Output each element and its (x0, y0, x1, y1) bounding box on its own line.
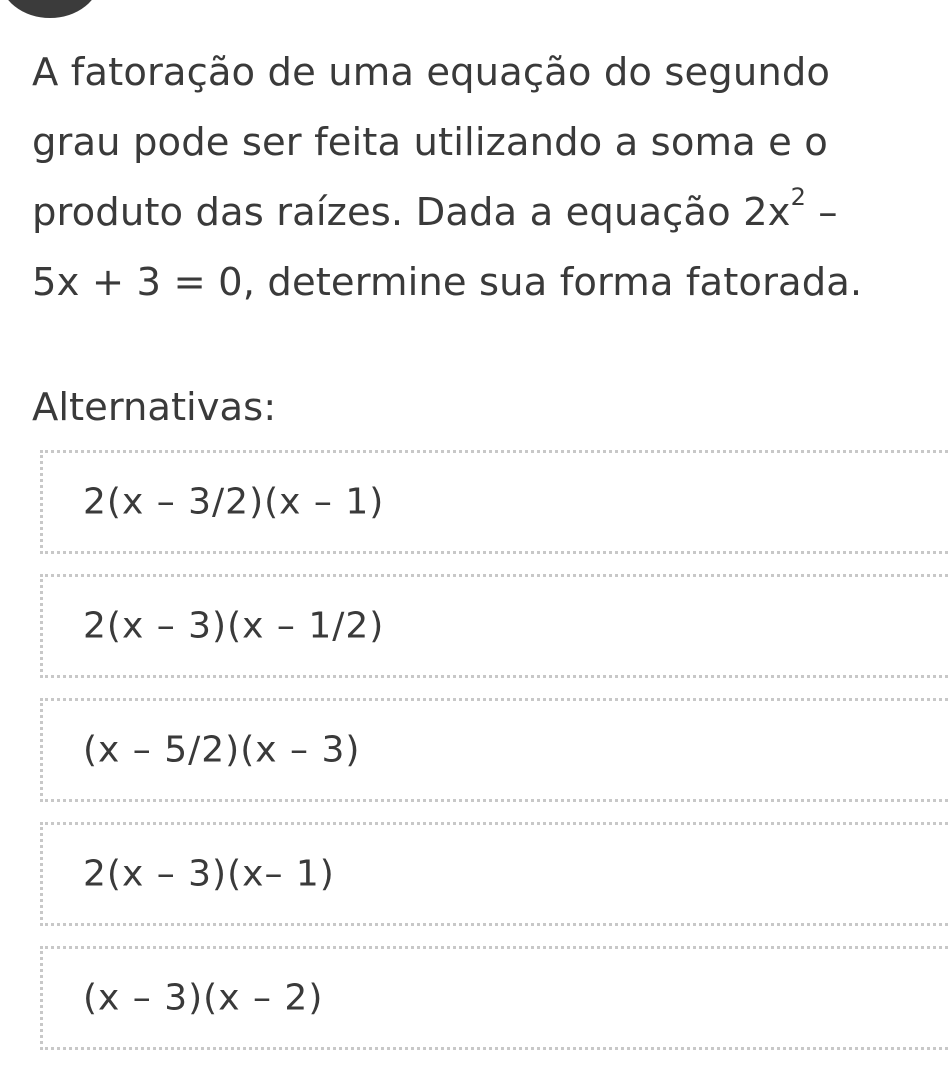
alternative-label: (x – 3)(x – 2) (83, 977, 324, 1019)
alternative-option-5[interactable] (40, 946, 948, 1050)
alternative-label: (x – 5/2)(x – 3) (83, 729, 361, 771)
alternative-option-4[interactable] (40, 822, 948, 926)
alternative-option-3[interactable] (40, 698, 948, 802)
question-line-3 (32, 178, 932, 248)
alternative-label: 2(x – 3)(x– 1) (83, 853, 335, 895)
alternative-label: 2(x – 3/2)(x – 1) (83, 481, 385, 523)
exponent: 2 (790, 183, 806, 212)
question-line-1: A fatoração de uma equação do segundo (32, 50, 831, 95)
alternatives-title: Alternativas: (32, 385, 277, 430)
question-line-2: grau pode ser feita utilizando a soma e o (32, 120, 828, 165)
question-number-badge (0, 0, 100, 18)
alternatives-list (40, 450, 948, 1070)
alternative-option-1[interactable] (40, 450, 948, 554)
question-text (32, 38, 932, 318)
alternative-label: 2(x – 3)(x – 1/2) (83, 605, 385, 647)
alternative-option-2[interactable] (40, 574, 948, 678)
question-line-3-tail: – (805, 190, 838, 235)
question-line-4: 5x + 3 = 0, determine sua forma fatorada. (32, 260, 863, 305)
question-line-3-text: produto das raízes. Dada a equação 2x (32, 190, 791, 235)
